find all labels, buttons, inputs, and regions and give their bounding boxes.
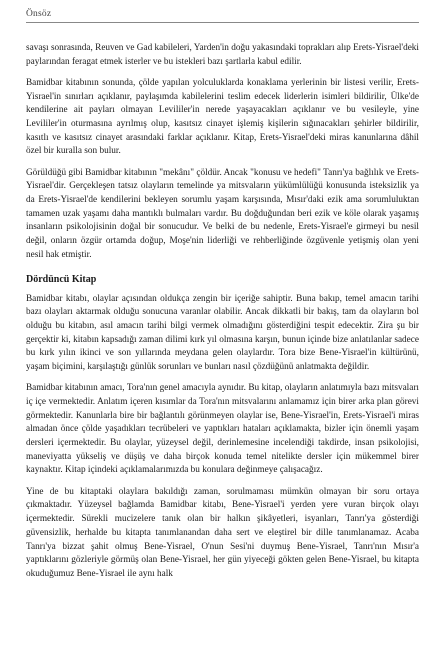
paragraph: Bamidbar kitabı, olaylar açısından oldukça zengin bir içeriğe sahiptir. Buna bakıp, temel amacın tarihi bazı olayları aktarmak olduğu sonucuna varanlar olabilir. Ancak dikkatli bir bakış, tam da olayların bol olduğu bu kitabın, asıl amacın tarihi bilgi vermek olmadığını gösterdiğini tespit edecektir. Zira şu bir gerçektir ki, kitabın kapsadığı zaman dilimi kırk yıl olmasına karşın, bunun içinde bize anlatılanlar sadece bu kırk yılın ikinci ve son yıllarında meydana gelen olaylardır. Tora bize Bene-Yisrael'in kültürünü, yaşam biçimini, karşılaştığı günlük sorunları ve bunları nasıl çözdüğünü anlatmakta değildir. (26, 293, 419, 373)
page-body (26, 42, 419, 582)
paragraph: savaşı sonrasında, Reuven ve Gad kabileleri, Yarden'in doğu yakasındaki toprakları alıp Erets-Yisrael'deki paylarından feragat etmek isterler ve bu istekleri bazı şartlarla kabul edilir. (26, 43, 419, 67)
paragraph: Yine de bu kitaptaki olaylara bakıldığı zaman, sorulmaması mümkün olmayan bir soru ortaya çıkmaktadır. Yüzeysel bağlamda Bamidbar kitabı, Bene-Yisrael'i yerden yere vuran birçok olayı içermektedir. Sürekli mucizelere tanık olan bir halkın şikâyetleri, isyanları, Tanrı'ya gösterdiği güvensizlik, herhalde bu kitapta tanımlanandan daha sert ve eleştirel bir dille tanımlanamaz. Acaba Tanrı'ya bizzat şahit olmuş Bene-Yisrael, O'nun Sesi'ni duymuş Bene-Yisrael, Tanrı'nın Mısır'a yaptıklarını gözleriyle görmüş olan Bene-Yisrael, her gün yiyeceği gökten gelen Bene-Yisrael, bu kitapta okuduğumuz Bene-Yisrael ile aynı halk (26, 486, 419, 579)
paragraph: Bamidbar kitabının amacı, Tora'nın genel amacıyla aynıdır. Bu kitap, olayların anlatımıyla bazı mitsvaları iç içe vermektedir. Anlatım içeren kısımlar da Tora'nın mitsvalarını anlamamız için birer arka plan görevi görmektedir. Kanunlarla bire bir bağlantılı görünmeyen olaylar ise, Bene-Yisrael'in, Erets-Yisrael'i miras almadan önce çölde yaşadıkları tecrübeleri ve yaptıkları hataları açıklamakta, bizler için önemli yaşam dersleri içermektedir. Bu olaylar, yüzeysel değil, derinlemesine incelendiği takdirde, insan psikolojisi, maneviyatta yükseliş ve düşüş ve daha birçok konuda temel nitelikte dersler için mükemmel birer kaynaktır. Kitap içindeki açıklamalarımızda bu konulara değinmeye çalışacağız. (26, 383, 419, 476)
paragraph: Bamidbar kitabının sonunda, çölde yapılan yolculuklarda konaklama yerlerinin bir listesi verilir, Erets-Yisrael'in sınırları açıklanır, paylaşımda kabilelerini teslim edecek liderlerin isimleri bildirilir, Ülke'de kendilerine ait payları olmayan Levililer'in nerede yaşayacakları açıklanır ve bu vesileyle, yine Levililer'in oturmasına ayrılmış olup, kasıtsız cinayet işlemiş kişilerin sığınacakları şehirler bildirilir, kasıtlı ve kasıtsız cinayet arasındaki farklar açıklanır. Kitap, Erets-Yisrael'deki miras kanunlarına dâhil özel bir kuralla son bulur. (26, 77, 419, 157)
running-header: Önsöz (26, 9, 52, 19)
header-divider (26, 22, 419, 23)
section-heading: Dördüncü Kitap (26, 273, 97, 285)
paragraph: Görüldüğü gibi Bamidbar kitabının "mekânı" çöldür. Ancak "konusu ve hedefi" Tanrı'ya bağlılık ve Erets-Yisrael'dir. Gerçekleşen tatsız olayların temelinde ya mitsvaların yükümlülüğü konusunda isteksizlik ya da Erets-Yisrael'de kendilerini bekleyen sorumlu yaşam karşısında, Mısır'daki ezik ama sorumluluktan tamamen uzak yaşamı daha mantıklı bulmaları vardır. Bu doğduğundan beri ezik ve köle olarak yaşamış insanların psikolojisinin doğal bir sonucudur. Ve belki de bu nedenle, Erets-Yisrael'e girmeyi bu nesil değil, onların özgür ortamda doğup, Moşe'nin liderliği ve rehberliğinde özgüvenle yetişmiş olan yeni nesil hak etmiştir. (26, 167, 419, 260)
